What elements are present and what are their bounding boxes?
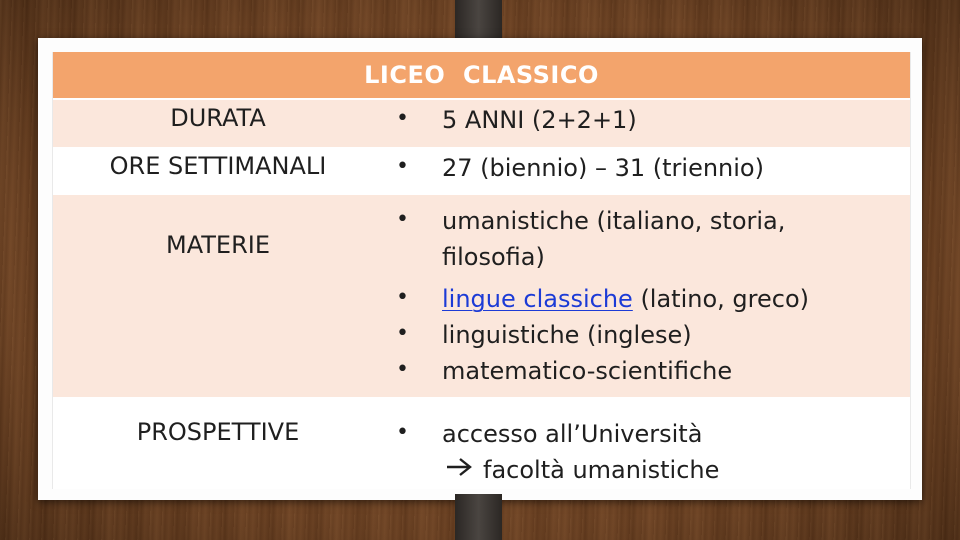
binder-strap-bottom	[455, 494, 502, 540]
value-prospettive-line1: accesso all’Università	[442, 420, 703, 448]
materie-item-umanistiche-line2: filosofia)	[442, 243, 545, 271]
table-row-materie	[53, 192, 910, 397]
lingue-classiche-detail: (latino, greco)	[632, 285, 809, 313]
table-row-durata	[53, 98, 910, 147]
bullet-icon: •	[396, 420, 409, 445]
row-label-materie: MATERIE	[165, 231, 270, 259]
row-label-durata: DURATA	[170, 104, 266, 132]
table-row-prospettive	[53, 397, 910, 489]
materie-item-matematico: matematico-scientifiche	[442, 357, 733, 385]
bullet-icon: •	[396, 321, 409, 346]
info-table	[52, 52, 911, 489]
materie-item-umanistiche	[442, 203, 785, 275]
bullet-icon: •	[396, 106, 409, 131]
lingue-classiche-link[interactable]: lingue classiche	[442, 285, 633, 313]
prospettive-facolta: facoltà umanistiche	[483, 456, 720, 484]
value-prospettive-line2	[445, 452, 719, 488]
materie-item-umanistiche-line1: umanistiche (italiano, storia,	[442, 207, 786, 235]
bullet-icon: •	[396, 207, 409, 232]
arrow-right-icon	[445, 452, 475, 488]
table-header	[53, 52, 910, 98]
bullet-icon: •	[396, 285, 409, 310]
bullet-icon: •	[396, 154, 409, 179]
slide-card	[38, 38, 922, 500]
value-durata: 5 ANNI (2+2+1)	[442, 106, 637, 134]
bullet-icon: •	[396, 357, 409, 382]
table-title: LICEO CLASSICO	[364, 61, 599, 89]
row-label-prospettive: PROSPETTIVE	[136, 418, 300, 446]
materie-item-lingue-classiche	[442, 281, 809, 317]
row-label-ore-settimanali: ORE SETTIMANALI	[109, 152, 327, 180]
value-ore-settimanali: 27 (biennio) – 31 (triennio)	[442, 154, 764, 182]
table-row-ore-settimanali	[53, 147, 910, 192]
materie-item-linguistiche: linguistiche (inglese)	[442, 321, 692, 349]
